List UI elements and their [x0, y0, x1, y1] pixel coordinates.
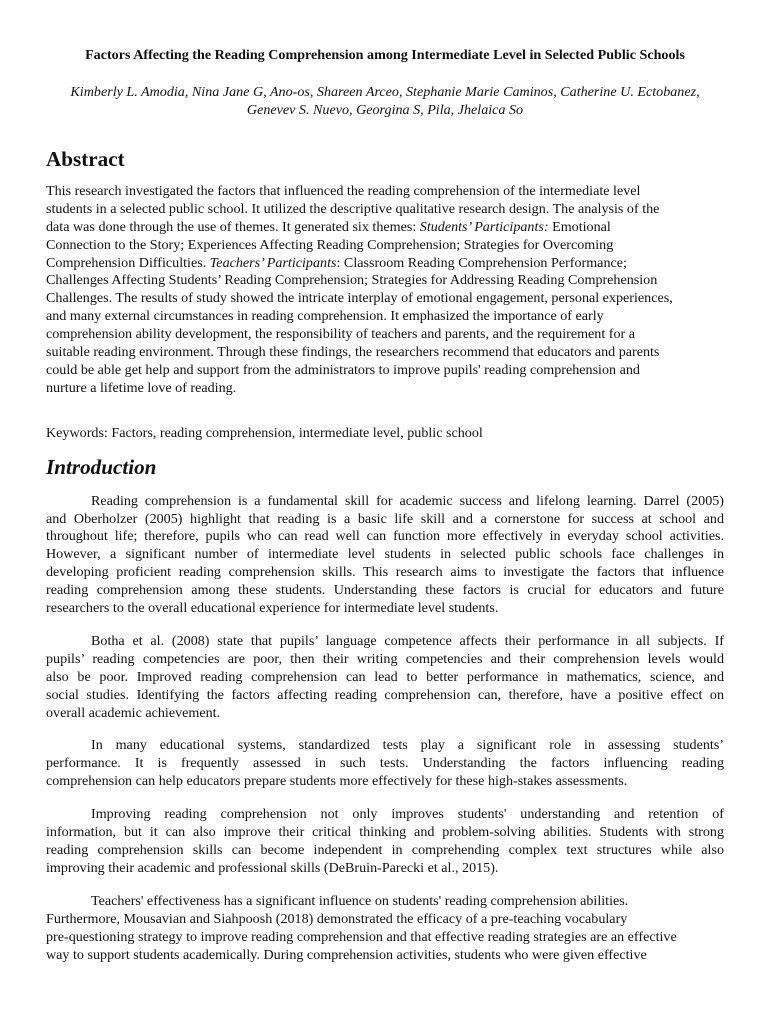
- paragraph-line: pupils’ reading competencies are poor, then their writing competencies and their comprehension levels would: [46, 650, 724, 667]
- paper-page: [46, 46, 724, 964]
- introduction-paragraph: [46, 633, 724, 723]
- paragraph-line: performance. It is frequently assessed in such tests. Understanding the factors influencing reading: [46, 755, 724, 772]
- abstract-line: Challenges Affecting Students’ Reading Comprehension; Strategies for Addressing Reading Comprehension: [46, 272, 658, 289]
- paragraph-line: reading comprehension skills can become independent in comprehending complex text structures while also: [46, 842, 724, 858]
- introduction-paragraph: [46, 493, 724, 618]
- abstract-line-text: data was done through the use of themes. It generated six themes:: [46, 218, 420, 235]
- paragraph-line: Furthermore, Mousavian and Siahpoosh (2018) demonstrated the efficacy of a pre-teaching vocabulary: [46, 910, 628, 927]
- introduction-paragraph: [46, 806, 724, 878]
- introduction-paragraph: [46, 893, 724, 965]
- paragraph-line: developing proficient reading comprehension skills. This research aims to investigate the factors that influence: [46, 564, 724, 581]
- paper-title: Factors Affecting the Reading Comprehension among Intermediate Level in Selected Public Schools: [85, 47, 685, 63]
- abstract-heading: Abstract: [46, 147, 125, 171]
- paragraph-line: overall academic achievement.: [46, 704, 221, 721]
- abstract-text: [46, 183, 724, 398]
- abstract-line-text: Emotional: [548, 218, 611, 235]
- paragraph-line: Teachers' effectiveness has a significant influence on students' reading comprehension abilities.: [91, 892, 629, 909]
- paragraph-line: improving their academic and professional skills (DeBruin-Parecki et al., 2015).: [46, 859, 499, 876]
- abstract-line-text: Comprehension Difficulties.: [46, 254, 210, 271]
- paragraph-line: Improving reading comprehension not only improves students' understanding and retention of: [91, 806, 724, 823]
- introduction-paragraph: [46, 737, 724, 791]
- paragraph-line: Reading comprehension is a fundamental skill for academic success and lifelong learning. Darrel (2005): [91, 492, 724, 509]
- author-line: Genevev S. Nuevo, Georgina S, Pila, Jhelaica So: [246, 102, 524, 118]
- paragraph-line: social studies. Identifying the factors affecting reading comprehension can, therefore, have a positive effect on: [46, 686, 724, 703]
- abstract-line-text: : Classroom Reading Comprehension Performance;: [336, 254, 627, 271]
- introduction-body: [46, 493, 724, 965]
- paragraph-line: also be poor. Improved reading comprehension can lead to better performance in mathematics, science, and: [46, 668, 724, 685]
- abstract-line: comprehension ability development, the responsibility of teachers and parents, and the requirement for a: [46, 326, 636, 343]
- abstract-line: [46, 219, 724, 237]
- keywords: Keywords: Factors, reading comprehension, intermediate level, public school: [46, 424, 483, 441]
- paragraph-line: researchers to the overall educational experience for intermediate level students.: [46, 600, 499, 617]
- abstract-line: and many external circumstances in reading comprehension. It emphasized the importance of early: [46, 308, 604, 325]
- abstract-line: Connection to the Story; Experiences Affecting Reading Comprehension; Strategies for Overcoming: [46, 236, 614, 253]
- abstract-line: could be able get help and support from the administrators to improve pupils' reading comprehension and: [46, 361, 640, 378]
- students-participants-label: Students’ Participants:: [419, 218, 549, 235]
- paragraph-line: reading comprehension among these students. Understanding these factors is crucial for educators and future: [46, 582, 724, 599]
- author-list: [46, 83, 724, 119]
- paragraph-line: throughout life; therefore, pupils who can read well can function more effectively in everyday school activities.: [46, 528, 724, 545]
- introduction-heading: Introduction: [46, 454, 157, 479]
- paragraph-line: way to support students academically. During comprehension activities, students who were given effective: [46, 946, 647, 963]
- abstract-line: suitable reading environment. Through these findings, the researchers recommend that educators and parents: [46, 344, 660, 361]
- abstract-line: Challenges. The results of study showed the intricate interplay of emotional engagement, personal experiences,: [46, 290, 673, 307]
- abstract-line: This research investigated the factors that influenced the reading comprehension of the intermediate level: [46, 182, 641, 199]
- paragraph-line: In many educational systems, standardized tests play a significant role in assessing students’: [91, 737, 724, 754]
- paragraph-line: information, but it can also improve their critical thinking and problem-solving abilities. Students with strong: [46, 824, 724, 841]
- paragraph-line: Botha et al. (2008) state that pupils’ language competence affects their performance in all subjects. If: [91, 632, 724, 649]
- paragraph-line: and Oberholzer (2005) highlight that reading is a basic life skill and a cornerstone for success at school and: [46, 510, 724, 527]
- abstract-line: students in a selected public school. It utilized the descriptive qualitative research design. The analysis of the: [46, 200, 660, 217]
- teachers-participants-label: Teachers’ Participants: [209, 254, 337, 271]
- paragraph-line: pre-questioning strategy to improve reading comprehension and that effective reading strategies are an effective: [46, 928, 677, 945]
- paragraph-line: comprehension can help educators prepare students more effectively for these high-stakes assessments.: [46, 773, 628, 790]
- abstract-line: nurture a lifetime love of reading.: [46, 379, 237, 396]
- author-line: Kimberly L. Amodia, Nina Jane G, Ano-os, Shareen Arceo, Stephanie Marie Caminos, Catherine U. Ectobanez,: [70, 84, 700, 100]
- abstract-line: [46, 255, 724, 273]
- paragraph-line: However, a significant number of intermediate level students in selected public schools face challenges in: [46, 546, 724, 563]
